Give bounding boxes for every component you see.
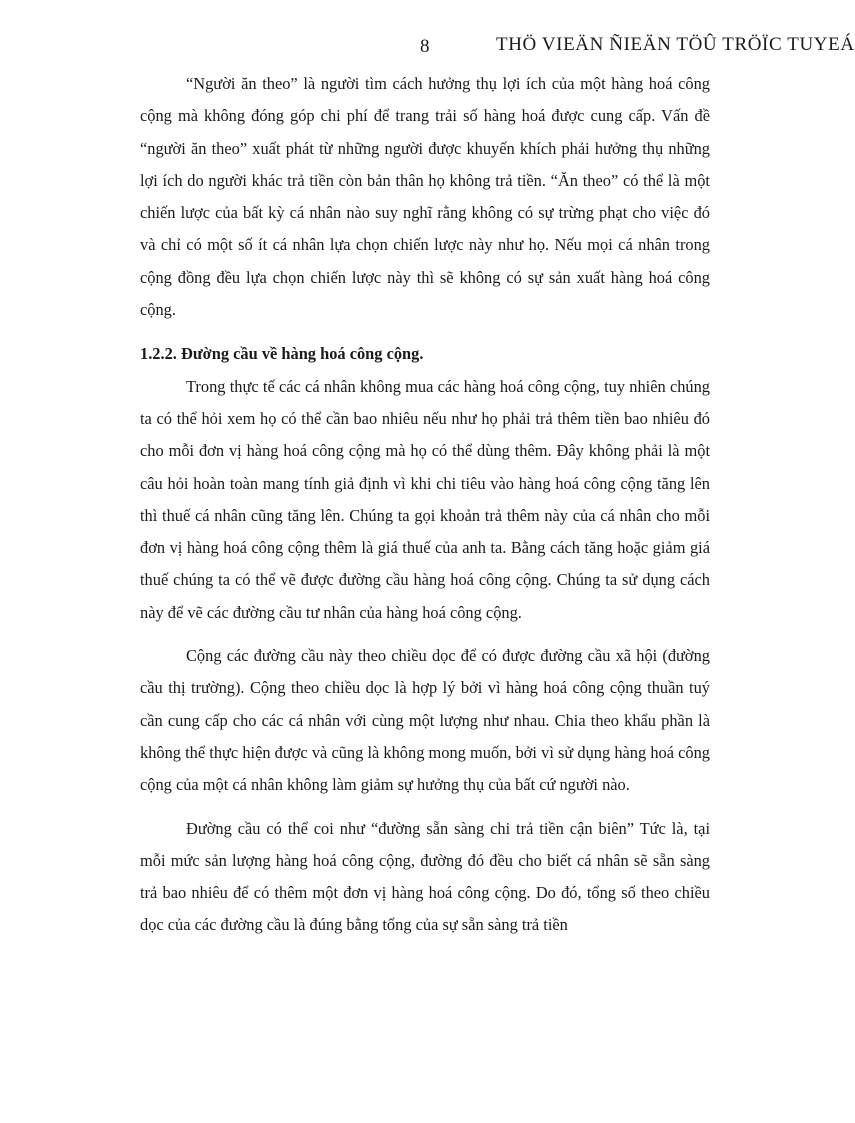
page-number: 8 <box>420 36 430 57</box>
paragraph-demand-curve-intro: Trong thực tế các cá nhân không mua các hàng hoá công cộng, tuy nhiên chúng ta có thể hỏi xem họ có thể cần bao nhiêu nếu như họ phải trả thêm tiền bao nhiêu đó cho mỗi đơn vị hàng hoá công cộng mà họ có thể dùng thêm. Đây không phải là một câu hỏi hoàn toàn mang tính giả định vì khi chi tiêu vào hàng hoá công cộng tăng lên thì thuế cá nhân cũng tăng lên. Chúng ta gọi khoản trả thêm này của cá nhân cho mỗi đơn vị hàng hoá công cộng thêm là giá thuế của anh ta. Bằng cách tăng hoặc giảm giá thuế chúng ta có thể vẽ được đường cầu hàng hoá công cộng. Chúng ta sử dụng cách này để vẽ các đường cầu tư nhân của hàng hoá công cộng. <box>140 376 710 622</box>
running-header: THÖ VIEÄN ÑIEÄN TÖÛ TRÖÏC TUYEÁ <box>496 34 855 55</box>
paragraph-marginal-willingness: Đường cầu có thể coi như “đường sẵn sàng chi trả tiền cận biên” Tức là, tại mỗi mức sản lượng hàng hoá công cộng, đường đó đều cho biết cá nhân sẽ sẵn sàng trả bao nhiêu để có thêm một đơn vị hàng hoá công cộng. Do đó, tổng số theo chiều dọc của các đường cầu là đúng bằng tổng của sự sẵn sàng trả tiền <box>140 818 710 935</box>
section-heading: 1.2.2. Đường cầu về hàng hoá công cộng. <box>140 344 424 364</box>
paragraph-free-rider: “Người ăn theo” là người tìm cách hưởng thụ lợi ích của một hàng hoá công cộng mà không đóng góp chi phí để trang trải số hàng hoá được cung cấp. Vấn đề “người ăn theo” xuất phát từ những người được khuyến khích phải hưởng thụ những lợi ích do người khác trả tiền còn bản thân họ không trả tiền. “Ăn theo” có thể là một chiến lược của bất kỳ cá nhân nào suy nghĩ rằng không có sự trừng phạt cho việc đó và chỉ có một số ít cá nhân lựa chọn chiến lược này như họ. Nếu mọi cá nhân trong cộng đồng đều lựa chọn chiến lược này thì sẽ không có sự sản xuất hàng hoá công cộng. <box>140 74 710 320</box>
page-body <box>140 68 710 942</box>
paragraph-vertical-summation: Cộng các đường cầu này theo chiều dọc để có được đường cầu xã hội (đường cầu thị trường). Cộng theo chiều dọc là hợp lý bởi vì hàng hoá công cộng thuần tuý cần cung cấp cho các cá nhân với cùng một lượng như nhau. Chia theo khẩu phần là không thể thực hiện được và cũng là không mong muốn, bởi vì sử dụng hàng hoá công cộng của một cá nhân không làm giảm sự hưởng thụ của bất cứ người nào. <box>140 646 710 795</box>
